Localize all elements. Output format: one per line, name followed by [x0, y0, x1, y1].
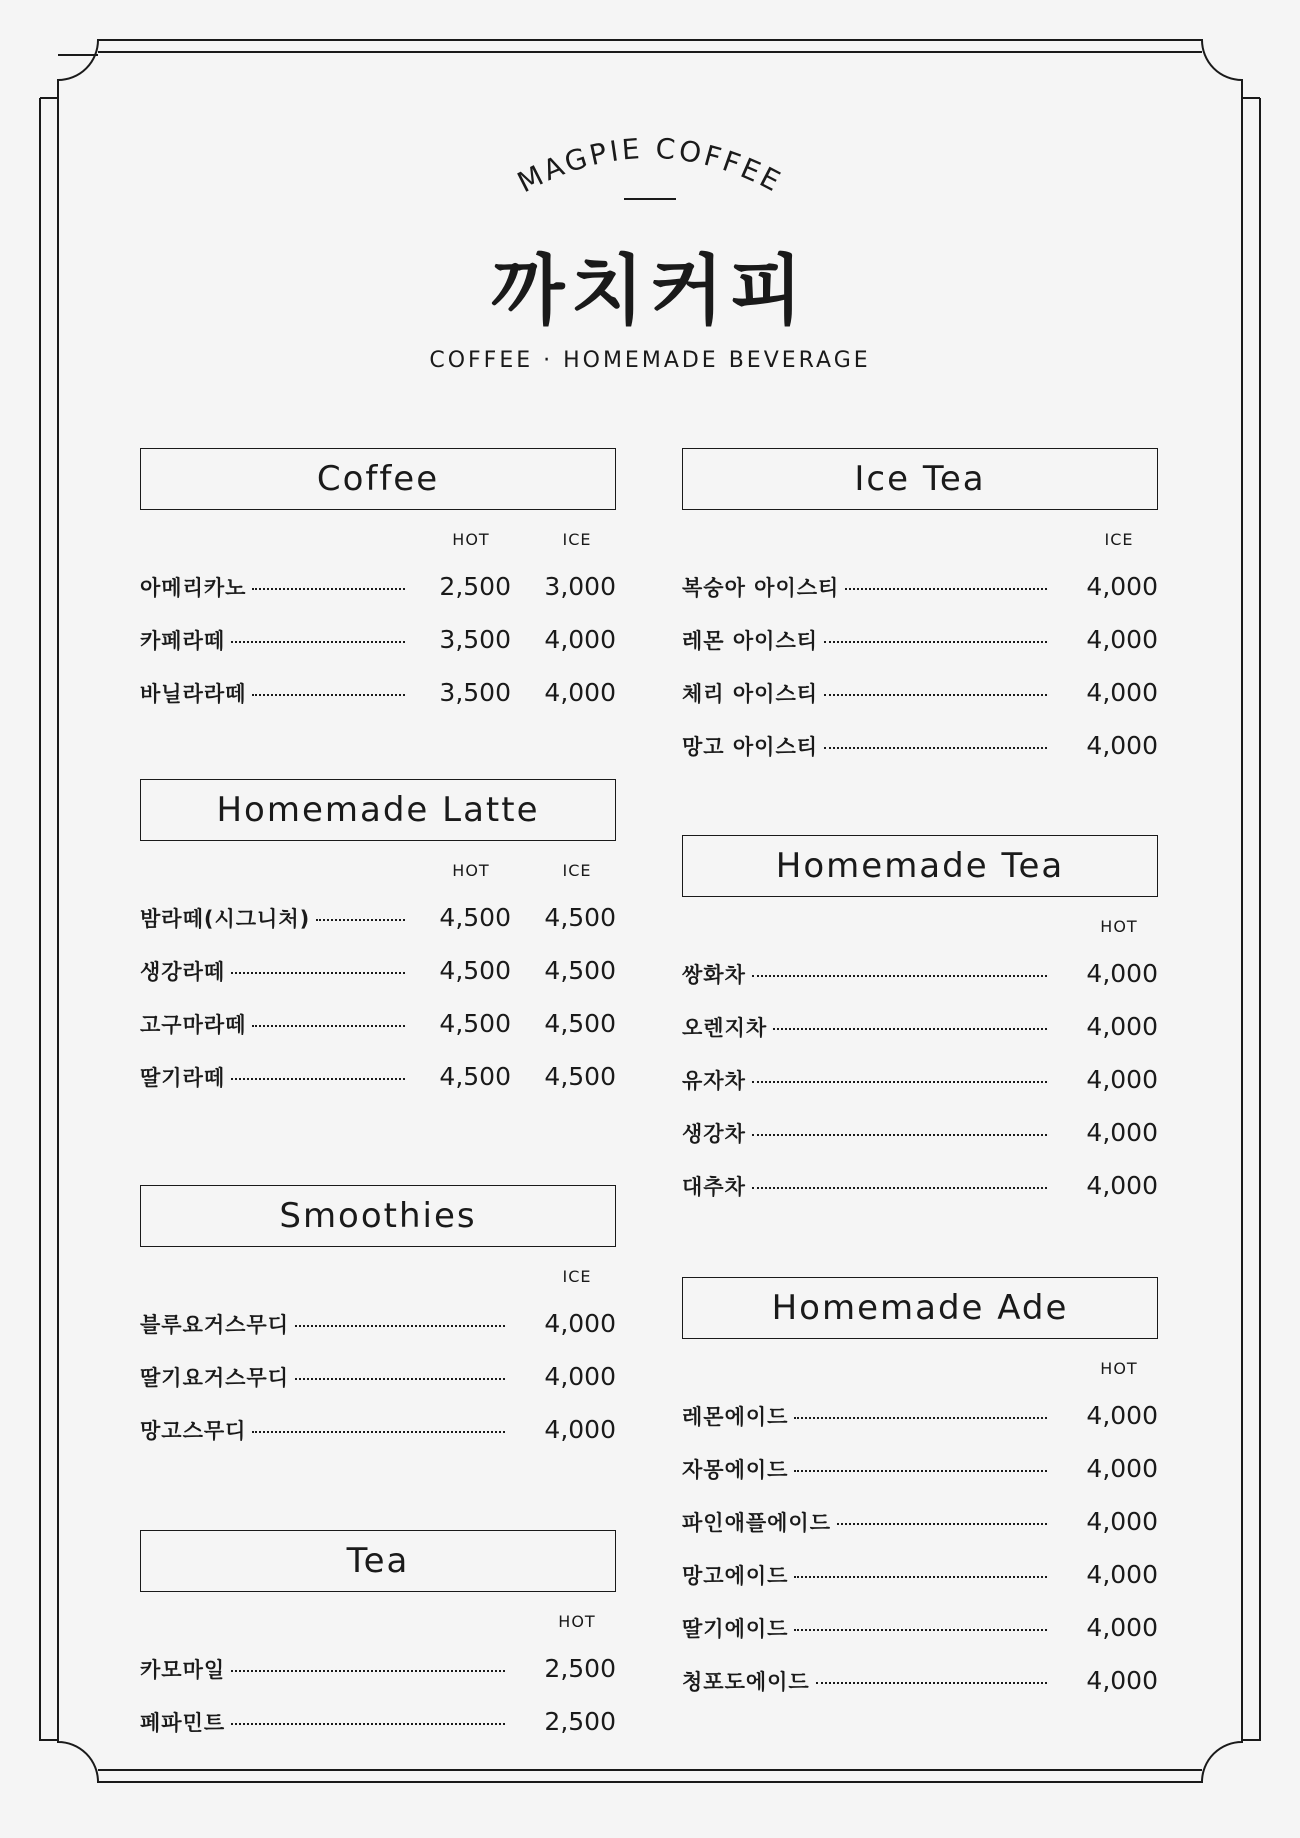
menu-item	[140, 560, 616, 613]
section-title: Tea	[140, 1530, 616, 1592]
section-title: Homemade Ade	[682, 1277, 1158, 1339]
dot-leader	[231, 1078, 405, 1080]
dot-leader	[295, 1378, 505, 1380]
menu-item	[140, 666, 616, 719]
dot-leader	[824, 641, 1047, 643]
dot-leader	[752, 1081, 1047, 1083]
svg-text:MAGPIE COFFEE	[512, 132, 788, 199]
menu-item	[140, 1695, 616, 1748]
column-headers	[140, 530, 616, 560]
column-head-hot: HOT	[452, 530, 490, 549]
dot-leader	[773, 1028, 1047, 1030]
column-head-hot: HOT	[1100, 917, 1138, 936]
menu-item	[682, 1000, 1158, 1053]
dot-leader	[316, 919, 405, 921]
item-price-ice: 4,000	[544, 625, 616, 654]
item-name: 대추차	[682, 1174, 746, 1199]
item-name: 복숭아 아이스티	[682, 575, 840, 600]
section-tea	[140, 1530, 616, 1748]
section-ice-tea	[682, 448, 1158, 772]
item-price: 4,000	[1086, 1012, 1158, 1041]
dot-leader	[252, 588, 405, 590]
brand-arc-title	[460, 120, 840, 210]
dot-leader	[752, 1134, 1047, 1136]
item-name: 생강라떼	[140, 959, 226, 984]
item-name: 페파민트	[140, 1710, 226, 1735]
item-price: 4,000	[1086, 1507, 1158, 1536]
dot-leader	[252, 1431, 505, 1433]
dot-leader	[752, 975, 1047, 977]
item-name: 생강차	[682, 1121, 746, 1146]
item-name: 자몽에이드	[682, 1457, 789, 1482]
item-price: 4,000	[544, 1415, 616, 1444]
menu-item	[140, 1297, 616, 1350]
item-name: 망고에이드	[682, 1563, 789, 1588]
menu-item	[682, 1601, 1158, 1654]
menu-item	[682, 1495, 1158, 1548]
item-name: 쌍화차	[682, 962, 746, 987]
item-price: 4,000	[1086, 1613, 1158, 1642]
item-price: 4,000	[1086, 572, 1158, 601]
item-price: 4,000	[1086, 1560, 1158, 1589]
item-name: 오렌지차	[682, 1015, 768, 1040]
item-price: 4,000	[1086, 1118, 1158, 1147]
item-price-ice: 4,500	[544, 903, 616, 932]
item-name: 카페라떼	[140, 628, 226, 653]
item-price: 4,000	[1086, 1401, 1158, 1430]
item-price-ice: 4,500	[544, 956, 616, 985]
dot-leader	[837, 1523, 1047, 1525]
item-name: 딸기라떼	[140, 1065, 226, 1090]
item-name: 밤라떼(시그니처)	[140, 906, 311, 931]
item-name: 파인애플에이드	[682, 1510, 832, 1535]
item-price-hot: 4,500	[439, 1009, 511, 1038]
item-price: 2,500	[544, 1654, 616, 1683]
menu-item	[682, 1442, 1158, 1495]
item-price: 4,000	[1086, 1065, 1158, 1094]
item-name: 카모마일	[140, 1657, 226, 1682]
section-title: Smoothies	[140, 1185, 616, 1247]
item-price-hot: 4,500	[439, 903, 511, 932]
menu-item	[682, 947, 1158, 1000]
menu-item	[140, 944, 616, 997]
item-name: 청포도에이드	[682, 1669, 810, 1694]
column-head-ice: ICE	[562, 530, 592, 549]
dot-leader	[295, 1325, 505, 1327]
item-name: 딸기에이드	[682, 1616, 789, 1641]
dot-leader	[252, 1025, 405, 1027]
menu-item	[682, 1159, 1158, 1212]
menu-item	[682, 560, 1158, 613]
dot-leader	[824, 747, 1047, 749]
column-head-hot: HOT	[558, 1612, 596, 1631]
item-price: 4,000	[544, 1309, 616, 1338]
column-head-ice: ICE	[562, 1267, 592, 1286]
item-name: 유자차	[682, 1068, 746, 1093]
item-name: 레몬에이드	[682, 1404, 789, 1429]
dot-leader	[794, 1417, 1047, 1419]
menu-column-left	[140, 448, 616, 1748]
column-head-ice: ICE	[1104, 530, 1134, 549]
item-price-ice: 4,500	[544, 1009, 616, 1038]
menu-item	[682, 1548, 1158, 1601]
brand-name-kr: 까치커피	[491, 246, 809, 335]
section-homemade-ade	[682, 1277, 1158, 1707]
menu-item	[140, 1050, 616, 1103]
menu-item	[140, 891, 616, 944]
menu-item	[140, 1642, 616, 1695]
item-price-hot: 2,500	[439, 572, 511, 601]
section-smoothies	[140, 1185, 616, 1456]
column-headers	[140, 861, 616, 891]
column-headers	[140, 1267, 616, 1297]
item-price: 2,500	[544, 1707, 616, 1736]
title-divider	[624, 198, 676, 200]
dot-leader	[231, 1723, 505, 1725]
item-price: 4,000	[1086, 678, 1158, 707]
item-price-ice: 3,000	[544, 572, 616, 601]
column-head-ice: ICE	[562, 861, 592, 880]
item-name: 블루요거스무디	[140, 1312, 290, 1337]
item-price: 4,000	[1086, 731, 1158, 760]
item-price: 4,000	[1086, 1171, 1158, 1200]
item-price-ice: 4,000	[544, 678, 616, 707]
item-name: 고구마라떼	[140, 1012, 247, 1037]
section-homemade-tea	[682, 835, 1158, 1212]
column-headers	[682, 1359, 1158, 1389]
item-name: 레몬 아이스티	[682, 628, 819, 653]
dot-leader	[824, 694, 1047, 696]
item-price: 4,000	[544, 1362, 616, 1391]
item-price-ice: 4,500	[544, 1062, 616, 1091]
item-name: 아메리카노	[140, 575, 247, 600]
menu-column-right	[682, 448, 1158, 1707]
item-price-hot: 3,500	[439, 678, 511, 707]
dot-leader	[752, 1187, 1047, 1189]
section-title: Homemade Tea	[682, 835, 1158, 897]
column-head-hot: HOT	[452, 861, 490, 880]
menu-item	[682, 1053, 1158, 1106]
item-name: 망고 아이스티	[682, 734, 819, 759]
menu-item	[140, 1403, 616, 1456]
dot-leader	[845, 588, 1047, 590]
menu-item	[140, 613, 616, 666]
column-head-hot: HOT	[1100, 1359, 1138, 1378]
menu-item	[140, 1350, 616, 1403]
dot-leader	[816, 1682, 1047, 1684]
item-name: 체리 아이스티	[682, 681, 819, 706]
item-price: 4,000	[1086, 959, 1158, 988]
dot-leader	[794, 1629, 1047, 1631]
brand-subtitle: COFFEE · HOMEMADE BEVERAGE	[429, 348, 871, 373]
dot-leader	[231, 972, 405, 974]
column-headers	[682, 530, 1158, 560]
brand-name-en: MAGPIE COFFEE	[512, 131, 788, 200]
section-title: Homemade Latte	[140, 779, 616, 841]
item-price-hot: 3,500	[439, 625, 511, 654]
dot-leader	[794, 1470, 1047, 1472]
item-price: 4,000	[1086, 625, 1158, 654]
item-price-hot: 4,500	[439, 956, 511, 985]
menu-item	[682, 719, 1158, 772]
item-price-hot: 4,500	[439, 1062, 511, 1091]
item-name: 바닐라라떼	[140, 681, 247, 706]
menu-item	[682, 1389, 1158, 1442]
section-title: Ice Tea	[682, 448, 1158, 510]
dot-leader	[231, 641, 405, 643]
item-name: 망고스무디	[140, 1418, 247, 1443]
section-homemade-latte	[140, 779, 616, 1103]
column-headers	[682, 917, 1158, 947]
column-headers	[140, 1612, 616, 1642]
menu-item	[140, 997, 616, 1050]
menu-item	[682, 666, 1158, 719]
section-title: Coffee	[140, 448, 616, 510]
dot-leader	[231, 1670, 505, 1672]
dot-leader	[794, 1576, 1047, 1578]
section-coffee	[140, 448, 616, 719]
menu-item	[682, 613, 1158, 666]
item-price: 4,000	[1086, 1666, 1158, 1695]
menu-item	[682, 1106, 1158, 1159]
item-name: 딸기요거스무디	[140, 1365, 290, 1390]
menu-item	[682, 1654, 1158, 1707]
dot-leader	[252, 694, 405, 696]
item-price: 4,000	[1086, 1454, 1158, 1483]
